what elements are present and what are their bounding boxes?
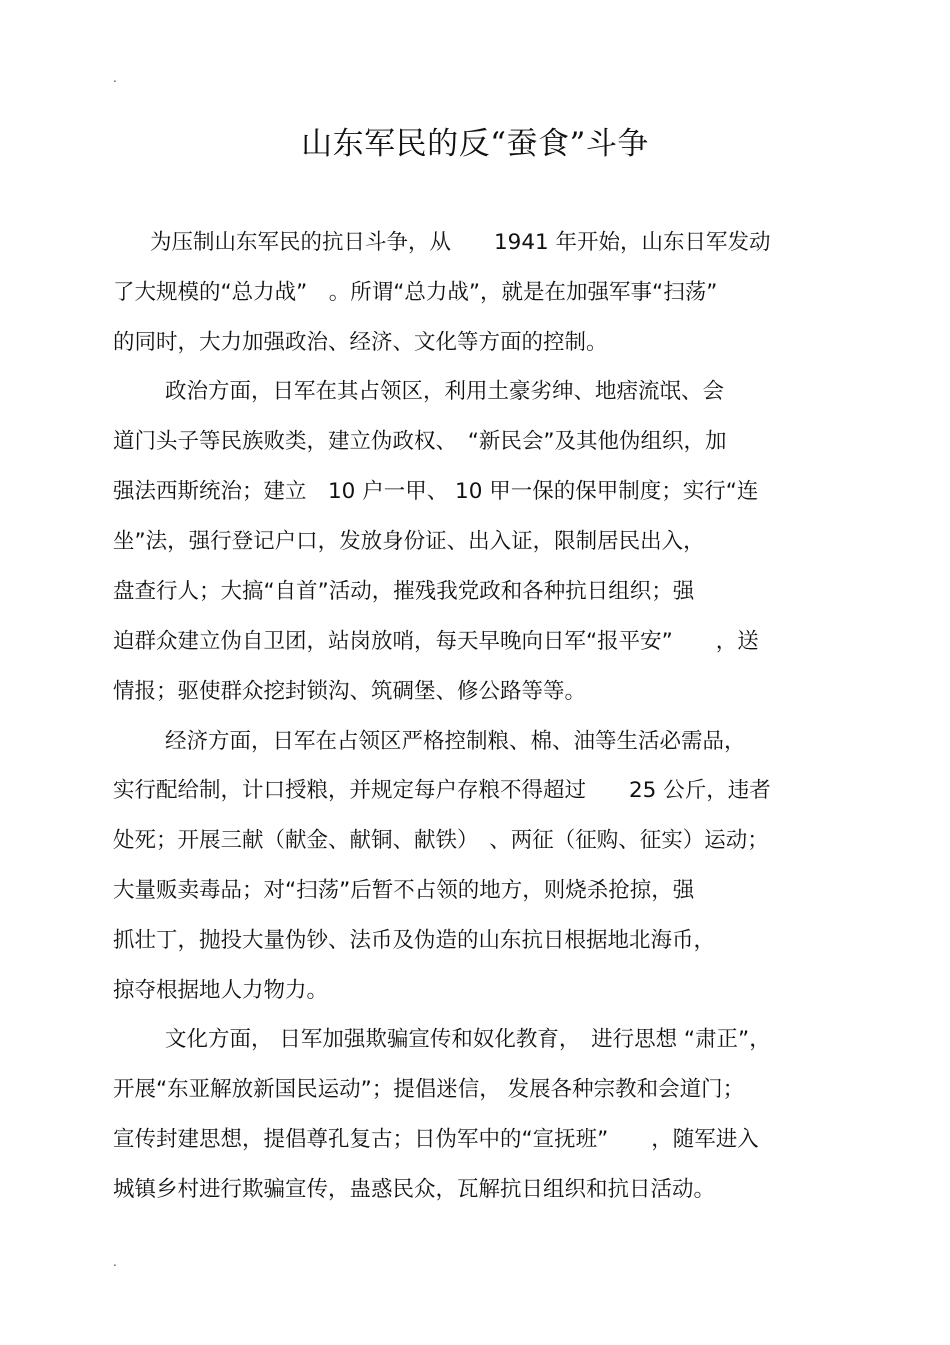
paragraph-line: 大量贩卖毒品；对“扫荡”后暂不占领的地方，则烧杀抢掠，强 — [113, 878, 695, 903]
paragraph-line: 坐”法，强行登记户口，发放身份证、出入证，限制居民出入， — [113, 529, 705, 554]
paragraph-line: 了大规模的“总力战” 。所谓“总力战”，就是在加强军事“扫荡” — [113, 280, 718, 305]
paragraph-line: 实行配给制，计口授粮，并规定每户存粮不得超过 25 公斤，违者 — [113, 778, 771, 803]
document-title: 山东军民的反“蚕食”斗争 — [301, 126, 649, 162]
paragraph-line: 强法西斯统治；建立 10 户一甲、 10 甲一保的保甲制度；实行“连 — [113, 479, 759, 504]
corner-mark-bottom: . — [113, 1255, 117, 1269]
paragraph-line: 政治方面，日军在其占领区，利用土豪劣绅、地痞流氓、会 — [165, 379, 725, 404]
paragraph-line: 经济方面，日军在占领区严格控制粮、棉、油等生活必需品， — [165, 729, 746, 754]
paragraph-line: 迫群众建立伪自卫团，站岗放哨，每天早晚向日军“报平安” ，送 — [113, 629, 759, 654]
paragraph-line: 掠夺根据地人力物力。 — [113, 978, 329, 1003]
corner-mark-top: . — [113, 71, 117, 85]
paragraph-line: 开展“东亚解放新国民运动”；提倡迷信， 发展各种宗教和会道门； — [113, 1077, 745, 1102]
paragraph-line: 抓壮丁，抛投大量伪钞、法币及伪造的山东抗日根据地北海币， — [113, 928, 716, 953]
paragraph-line: 处死；开展三献（献金、献铜、献铁） 、两征（征购、征实）运动； — [113, 828, 769, 853]
paragraph-line: 宣传封建思想，提倡尊孔复古；日伪军中的“宣抚班” ，随军进入 — [113, 1127, 759, 1152]
paragraph-line: 城镇乡村进行欺骗宣传，蛊惑民众，瓦解抗日组织和抗日活动。 — [113, 1177, 716, 1202]
paragraph-line: 为压制山东军民的抗日斗争，从 1941 年开始，山东日军发动 — [150, 230, 771, 255]
paragraph-line: 文化方面， 日军加强欺骗宣传和奴化教育， 进行思想 “肃正”， — [165, 1027, 771, 1052]
paragraph-line: 的同时，大力加强政治、经济、文化等方面的控制。 — [113, 330, 608, 355]
paragraph-line: 道门头子等民族败类，建立伪政权、 “新民会”及其他伪组织，加 — [113, 429, 727, 454]
paragraph-line: 盘查行人；大搞“自首”活动，摧残我党政和各种抗日组织；强 — [113, 579, 695, 604]
paragraph-line: 情报；驱使群众挖封锁沟、筑碉堡、修公路等等。 — [113, 679, 587, 704]
